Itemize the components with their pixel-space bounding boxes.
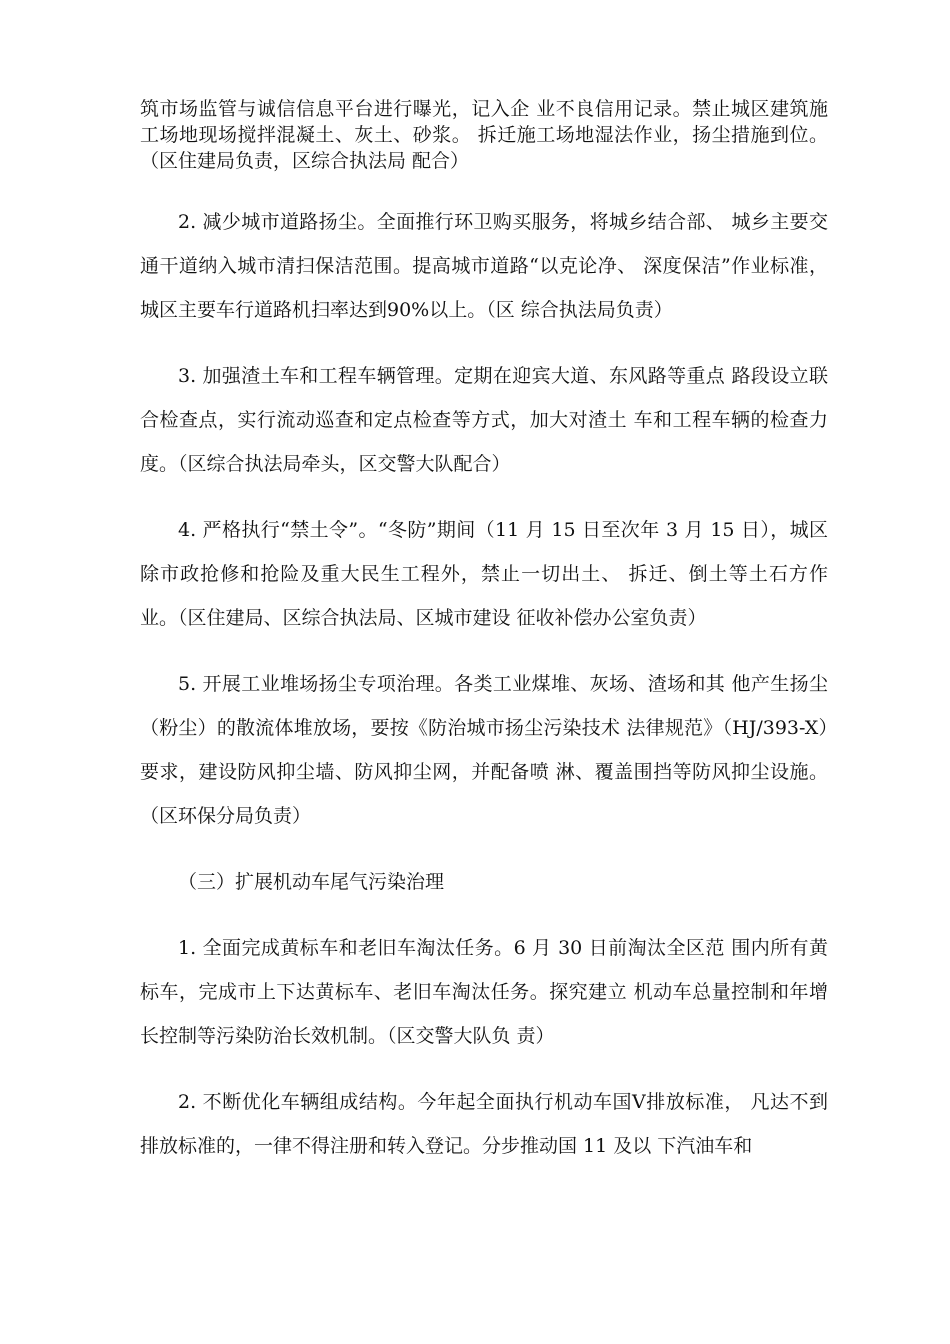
paragraph-industrial-yard-dust: 5. 开展工业堆场扬尘专项治理。各类工业煤堆、灰场、渣场和其 他产生扬尘（粉尘）的散流体堆放场，要按《防治城市扬尘污染技术 法律规范》（HJ/393-X）要求，建设防风抑尘墙、防风抑尘网，并配备喷 淋、覆盖围挡等防风抑尘设施。（区环保分局负责） (140, 673, 828, 827)
paragraph-earth-ban: 4. 严格执行“禁土令”。“冬防”期间（11 月 15 日至次年 3 月 15 日），城区除市政抢修和抢险及重大民生工程外，禁止一切出土、 拆迁、倒土等土石方作业。（区住建局、区综合执法局、区城市建设 征收补偿办公室负责） (140, 519, 828, 629)
paragraph-construction-site-dust: 筑市场监管与诚信信息平台进行曝光，记入企 业不良信用记录。禁止城区建筑施工场地现场搅拌混凝土、灰土、砂浆。 拆迁施工场地湿法作业，扬尘措施到位。（区住建局负责，区综合执法局 配合） (140, 98, 828, 172)
paragraph-road-dust: 2. 减少城市道路扬尘。全面推行环卫购买服务，将城乡结合部、 城乡主要交通干道纳入城市清扫保洁范围。提高城市道路“以克论净、 深度保洁”作业标准，城区主要车行道路机扫率达到90%以上。（区 综合执法局负责） (140, 211, 828, 321)
document-page (140, 96, 828, 1168)
section-heading-vehicle-exhaust: （三）扩展机动车尾气污染治理 (178, 871, 445, 893)
paragraph-muck-truck-management: 3. 加强渣土车和工程车辆管理。定期在迎宾大道、东风路等重点 路段设立联合检查点，实行流动巡查和定点检查等方式，加大对渣土 车和工程车辆的检查力度。（区综合执法局牵头，区交警大队配合） (140, 365, 828, 475)
paragraph-vehicle-structure: 2. 不断优化车辆组成结构。今年起全面执行机动车国Ⅴ排放标准， 凡达不到排放标准的，一律不得注册和转入登记。分步推动国 11 及以 下汽油车和 (140, 1091, 828, 1157)
paragraph-yellow-label-vehicles: 1. 全面完成黄标车和老旧车淘汰任务。6 月 30 日前淘汰全区范 围内所有黄标车，完成市上下达黄标车、老旧车淘汰任务。探究建立 机动车总量控制和年增长控制等污染防治长效机制。（区交警大队负 责） (140, 937, 828, 1047)
